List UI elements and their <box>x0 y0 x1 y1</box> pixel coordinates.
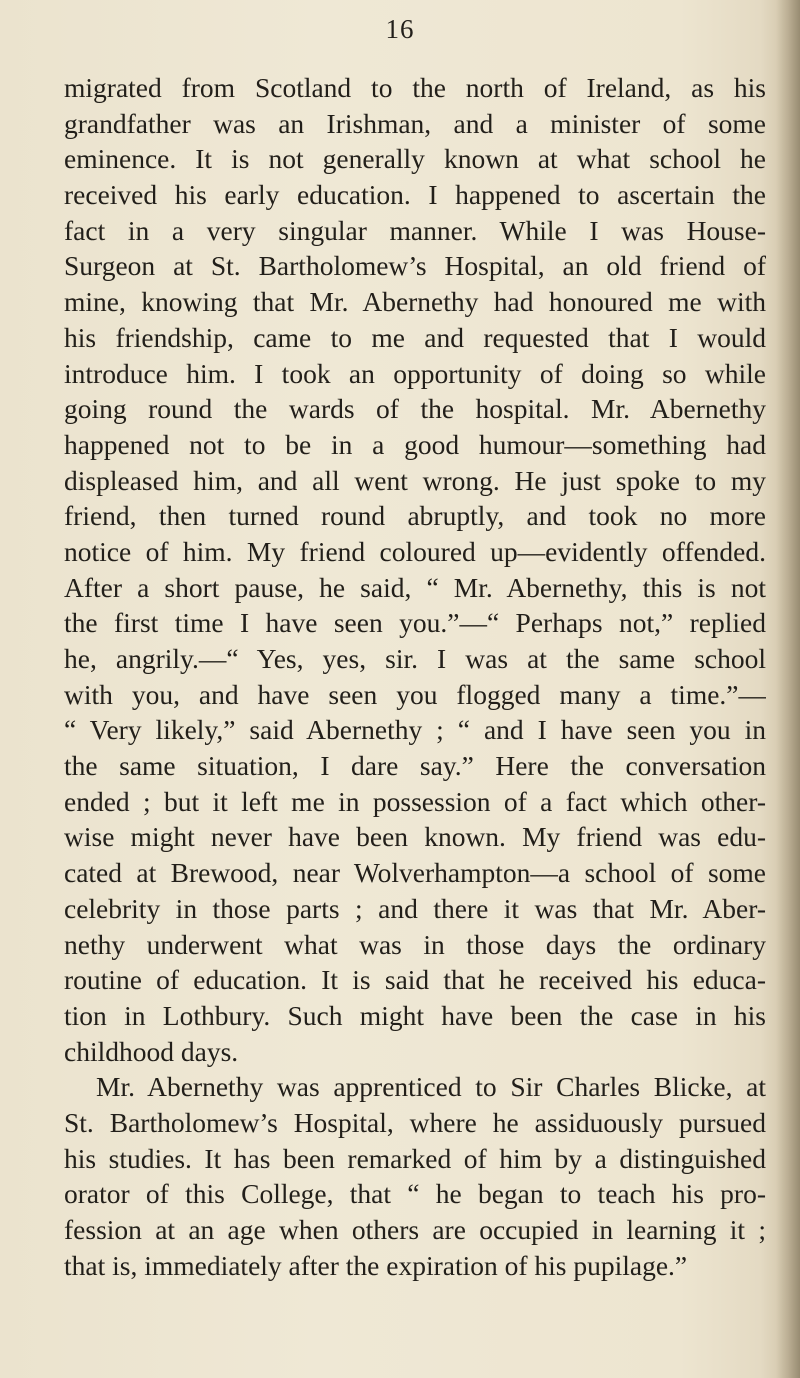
text-line: that is, immediately after the expiration of his pupilage.” <box>64 1249 688 1281</box>
text-line: routine of education. It is said that he received his educa- <box>64 964 766 996</box>
text-line: ended ; but it left me in possession of a fact which other- <box>64 785 766 817</box>
text-line: St. Bartholomew’s Hospital, where he assiduously pursued <box>64 1106 766 1138</box>
text-line: he, angrily.—“ Yes, yes, sir. I was at the same school <box>64 643 766 674</box>
text-line: fession at an age when others are occupied in learning it ; <box>64 1214 766 1245</box>
text-line: received his early education. I happened to ascertain the <box>64 179 766 211</box>
text-line: nethy underwent what was in those days the ordinary <box>64 928 766 960</box>
text-line: wise might never have been known. My friend was edu- <box>64 821 766 853</box>
page-number: 16 <box>385 14 415 44</box>
text-line: his friendship, came to me and requested that I would <box>64 321 766 353</box>
text-line: notice of him. My friend coloured up—evidently offended. <box>64 535 766 567</box>
text-line: the first time I have seen you.”—“ Perhaps not,” replied <box>64 607 766 639</box>
text-line: migrated from Scotland to the north of Ireland, as his <box>64 72 766 103</box>
text-line: grandfather was an Irishman, and a minister of some <box>64 107 766 139</box>
text-line: Mr. Abernethy was apprenticed to Sir Charles Blicke, at <box>96 1071 766 1103</box>
paragraph <box>64 70 766 1069</box>
text-line: childhood days. <box>64 1035 239 1067</box>
text-line: tion in Lothbury. Such might have been the case in his <box>64 999 766 1031</box>
text-line: the same situation, I dare say.” Here the conversation <box>64 750 766 782</box>
text-line: cated at Brewood, near Wolverhampton—a school of some <box>64 857 766 889</box>
page-edge-shadow <box>776 0 800 1378</box>
text-line: happened not to be in a good humour—something had <box>64 428 766 460</box>
body-text <box>64 70 766 1283</box>
text-line: celebrity in those parts ; and there it was that Mr. Aber- <box>64 892 766 924</box>
text-line: mine, knowing that Mr. Abernethy had honoured me with <box>64 286 766 318</box>
text-line: with you, and have seen you flogged many a time.”— <box>64 678 766 710</box>
text-line: going round the wards of the hospital. Mr. Abernethy <box>64 393 766 425</box>
text-line: introduce him. I took an opportunity of doing so while <box>64 357 766 389</box>
text-line: Surgeon at St. Bartholomew’s Hospital, an old friend of <box>64 250 766 282</box>
text-line: orator of this College, that “ he began to teach his pro- <box>64 1178 766 1210</box>
text-line: “ Very likely,” said Abernethy ; “ and I have seen you in <box>64 714 766 746</box>
text-line: fact in a very singular manner. While I was House- <box>64 214 766 246</box>
text-line: eminence. It is not generally known at what school he <box>64 143 766 175</box>
text-line: friend, then turned round abruptly, and took no more <box>64 500 766 532</box>
text-line: displeased him, and all went wrong. He just spoke to my <box>64 464 766 496</box>
text-line: his studies. It has been remarked of him by a distinguished <box>64 1142 766 1174</box>
text-line: After a short pause, he said, “ Mr. Abernethy, this is not <box>64 571 766 603</box>
paragraph <box>64 1069 766 1283</box>
